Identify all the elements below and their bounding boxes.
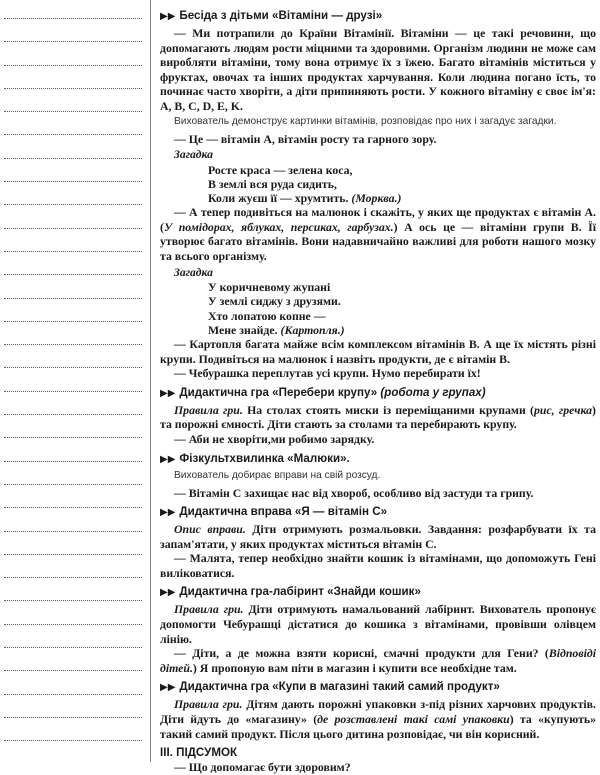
notes-margin	[4, 18, 142, 764]
remark: Вихователь демонструє картинки вітамінів, розповідає про них і загадує загадки.	[174, 115, 557, 127]
heading-text: Дидактична вправа «Я — вітамін С»	[179, 505, 388, 519]
rules-label: Правила гри.	[174, 402, 243, 417]
italic-text: де розставлені такі самі упаковки	[317, 712, 510, 727]
riddle-line: Хто лопатою копне —	[208, 308, 326, 323]
note-line	[4, 65, 142, 66]
riddle-title: Загадка	[174, 148, 213, 162]
paragraph: — Вітамін С захищає нас від хвороб, особливо від застуди та грипу.	[174, 485, 534, 500]
note-line	[4, 88, 142, 89]
note-line	[4, 461, 142, 462]
note-line	[4, 18, 142, 19]
note-line	[4, 251, 142, 252]
paragraph: — Що допомагає бути здоровим?	[174, 760, 351, 775]
note-line	[4, 181, 142, 182]
note-line	[4, 531, 142, 532]
note-line	[4, 391, 142, 392]
text: На столах стоять миски із переміщаними крупами (	[242, 402, 534, 417]
text: — А тепер подивіться на малюнок і скажіть, у яких ще продуктах є вітамін А. (	[160, 205, 596, 234]
note-line	[4, 577, 142, 578]
note-line	[4, 41, 142, 42]
paragraph: — Малята, тепер необхідно знайти кошик із вітамінами, що допоможуть Гені виліковатися.	[160, 551, 596, 580]
italic-text: Відповіді дітей.	[160, 646, 596, 675]
paragraph: — Це — вітамін А, вітамін росту та гарного зору.	[174, 131, 437, 146]
italic-text: рис, гречка	[533, 402, 593, 417]
paragraph	[160, 522, 596, 551]
riddle-line	[208, 191, 596, 205]
paragraph: — Ми потрапили до Країни Вітамінії. Вітаміни — це такі речовини, що допомагають людям рости міцними та здоровими. Організм людини не може сам виробляти вітаміни, тому вона отримує їх з їжею. Багато вітамінів міститься у фруктах, овочах та інших продуктах харчування. Коли людина погано їсть, то починає часто хворіти, а діти припиняють рости. У кожного вітаміну є своє ім'я: A, B, C, D, E, K.	[160, 26, 596, 113]
paragraph: — Аби не хворіти,ми робимо зарядку.	[174, 431, 375, 446]
summary-heading: III. ПІДСУМОК	[160, 746, 238, 760]
double-arrow-icon: ▶▶	[160, 587, 176, 599]
note-line	[4, 694, 142, 695]
section-heading	[160, 8, 596, 24]
remark: Вихователь добирає вправи на свій розсуд.	[174, 469, 381, 481]
riddle-text: Коли жуєш її — хрумтить.	[208, 191, 349, 206]
heading-text: Дидактична гра «Перебери крупу»	[179, 385, 378, 399]
heading-note: (робота у групах)	[377, 385, 486, 399]
note-line	[4, 274, 142, 275]
note-line	[4, 507, 142, 508]
section-heading	[160, 584, 596, 600]
note-line	[4, 740, 142, 741]
riddle-line	[208, 323, 596, 337]
note-line	[4, 158, 142, 159]
riddle	[208, 280, 596, 337]
note-line	[4, 367, 142, 368]
double-arrow-icon: ▶▶	[160, 11, 176, 22]
text: Дітям дають порожні упаковки з-під різних харчових продуктів. Діти йдуть до «магазину» (	[160, 697, 596, 727]
italic-text: У помідорах, яблуках, персиках, гарбузах.	[163, 219, 394, 234]
section-heading	[160, 504, 596, 520]
riddle-answer: (Картопля.)	[280, 322, 345, 337]
paragraph: — Чебурашка переплутав усі крупи. Нумо перебирати їх!	[174, 366, 481, 381]
exercise-label: Опис вправи.	[174, 522, 246, 537]
text: ) Я пропоную вам піти в магазин і купити все необхідне там.	[192, 660, 517, 675]
heading-text: Фізкультхвилинка «Малюки».	[179, 451, 350, 465]
section-heading	[160, 385, 596, 401]
section-heading	[160, 451, 596, 467]
riddle-answer: (Морква.)	[351, 191, 402, 206]
margin-rule	[150, 0, 151, 762]
paragraph	[160, 697, 596, 741]
heading-text: Дидактична гра «Купи в магазині такий самий продукт»	[179, 680, 500, 694]
note-line	[4, 717, 142, 718]
text: Діти отримують розмальовки. Завдання: розфарбувати їх та запам'ятати, у яких продуктах міститься вітамін С.	[160, 522, 596, 551]
note-line	[4, 670, 142, 671]
text: — Діти, а де можна взяти корисні, смачні продукти для Гени? (	[174, 646, 549, 661]
note-line	[4, 111, 142, 112]
riddle	[208, 163, 596, 206]
rules-label: Правила гри.	[174, 602, 244, 617]
note-line	[4, 321, 142, 322]
note-line	[4, 414, 142, 415]
text: ) та «купують» такий самий продукт. Після цього дитина розповідає, чи він корисний.	[160, 712, 596, 741]
note-line	[4, 600, 142, 601]
page-content	[160, 4, 596, 775]
section-heading	[160, 679, 596, 695]
riddle-text: Мене знайде.	[208, 322, 278, 337]
heading-text: Бесіда з дітьми «Вітаміни — друзі»	[179, 9, 383, 22]
text: Діти отримують намальований лабіринт. Вихователь пропонує допомогти Чебурашці дістатися до кошика з вітамінами, провівши олівцем лінію.	[160, 602, 596, 646]
rules-label: Правила гри.	[174, 697, 243, 712]
note-line	[4, 437, 142, 438]
double-arrow-icon: ▶▶	[160, 387, 176, 399]
paragraph	[160, 205, 596, 263]
heading-text: Дидактична гра-лабіринт «Знайди кошик»	[179, 585, 421, 599]
riddle-line: У землі сиджу з друзями.	[208, 294, 341, 309]
paragraph	[160, 646, 596, 675]
paragraph	[160, 602, 596, 646]
note-line	[4, 204, 142, 205]
note-line	[4, 344, 142, 345]
note-line	[4, 554, 142, 555]
note-line	[4, 624, 142, 625]
note-line	[4, 134, 142, 135]
text: ) А ось це — вітаміни групи В. Її утворює багато вітамінів. Вони надавничайно важливі для роботи нашого мозку та всього організму.	[160, 219, 596, 264]
double-arrow-icon: ▶▶	[160, 682, 176, 694]
paragraph: — Картопля багата майже всім комплексом вітамінів В. А ще їх містять різні крупи. Подивіться на малюнок і назвіть продукти, де є вітамін В.	[160, 336, 596, 366]
note-line	[4, 298, 142, 299]
riddle-line: В землі вся руда сидить,	[208, 176, 337, 191]
double-arrow-icon: ▶▶	[160, 453, 176, 465]
note-line	[4, 228, 142, 229]
paragraph	[160, 403, 596, 432]
double-arrow-icon: ▶▶	[160, 507, 176, 519]
note-line	[4, 647, 142, 648]
note-line	[4, 484, 142, 485]
riddle-title: Загадка	[174, 265, 213, 279]
text: ) та порожні ємності. Діти стають за столами та перебирають крупу.	[160, 402, 596, 432]
riddle-line: У коричневому жупані	[208, 280, 331, 295]
riddle-line: Росте краса — зелена коса,	[208, 162, 353, 177]
